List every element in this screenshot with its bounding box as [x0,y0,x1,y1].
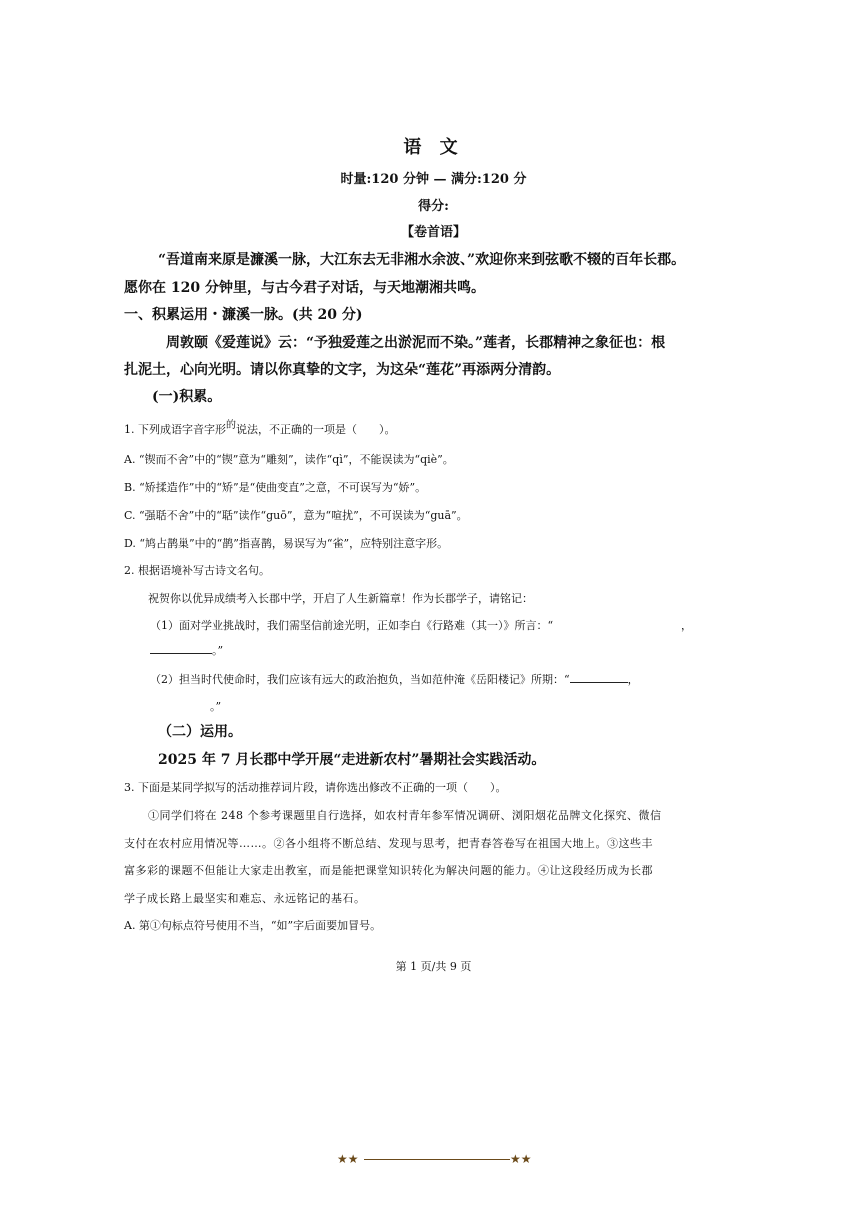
question-2-item-2-comma: ， [627,673,639,686]
question-2-item-2-text: （2）担当时代使命时，我们应该有远大的政治抱负，当如范仲淹《岳阳楼记》所期：“ [150,673,570,686]
footer-ornament [337,1152,537,1168]
section-1-heading: 一、积累运用・濂溪一脉。(共 20 分) [124,307,363,323]
question-1-option-d: D. “鸠占鹊巢”中的“鹊”指喜鹊，易误写为“雀”，应特别注意字形。 [124,537,449,550]
question-1-option-a: A. “锲而不舍”中的“锲”意为“雕刻”，读作“qì”，不能误读为“qiè”。 [124,453,454,466]
star-icon: ★★ [337,1152,359,1166]
activity-heading: 2025 年 7 月长郡中学开展“走进新农村”暑期社会实践活动。 [158,752,546,768]
question-3-stem: 3. 下面是某同学拟写的活动推荐词片段，请你选出修改不正确的一项（ ）。 [124,781,507,794]
question-2-item-2-end: 。” [210,700,222,713]
preface-label: 【卷首语】 [400,225,466,240]
page-title: 语 文 [403,137,464,158]
section-1-para-line-1: 周敦颐《爱莲说》云：“予独爱莲之出淤泥而不染。”莲者，长郡精神之象征也：根 [166,335,666,351]
intro-line-1: “吾道南来原是濂溪一脉，大江东去无非湘水余波、”欢迎你来到弦歌不辍的百年长郡。 [158,252,686,268]
question-3-option-a: A. 第①句标点符号使用不当，“如”字后面要加冒号。 [124,919,382,932]
question-2-context: 祝贺你以优异成绩考入长郡中学，开启了人生新篇章！作为长郡学子，请铭记： [148,592,533,605]
question-3-passage-line-4: 学子成长路上最坚实和难忘、永远铭记的基石。 [124,892,366,905]
question-1-stem-b: 说法，不正确的一项是（ ）。 [236,423,396,436]
question-1-stem [124,421,396,437]
question-2-item-1-comma: ， [681,619,692,632]
intro-line-2: 愿你在 120 分钟里，与古今君子对话，与天地潮湘共鸣。 [124,280,485,296]
answer-blank[interactable] [150,642,212,654]
question-1-stem-sup: 的 [226,420,236,431]
exam-time-score: 时量:120 分钟 — 满分:120 分 [340,172,527,187]
question-2-item-2 [150,671,639,687]
question-2-item-1-end: 。” [212,644,224,657]
answer-blank[interactable] [570,671,628,683]
star-icon: ★★ [510,1152,532,1166]
question-1-option-c: C. “强聒不舍”中的“聒”读作“guō”，意为“喧扰”，不可误读为“guā”。 [124,509,468,522]
subsection-accumulation: (一)积累。 [152,389,222,405]
page-number: 第 1 页/共 9 页 [395,960,472,973]
question-3-passage-line-2: 支付在农村应用情况等……。②各小组将不断总结、发现与思考，把青春答卷写在祖国大地上。③这些丰 [124,837,653,850]
question-1-stem-a: 1. 下列成语字音字形 [124,423,226,436]
section-1-para-line-2: 扎泥土，心向光明。请以你真挚的文字，为这朵“莲花”再添两分清韵。 [124,362,561,378]
score-label: 得分: [418,199,449,214]
question-3-passage-line-1: ①同学们将在 248 个参考课题里自行选择，如农村青年参军情况调研、浏阳烟花品牌文化探究、微信 [148,809,662,822]
question-2-stem: 2. 根据语境补写古诗文名句。 [124,564,270,577]
ornament-divider [364,1159,510,1160]
question-2-item-1: （1）面对学业挑战时，我们需坚信前途光明，正如李白《行路难（其一）》所言：“ [150,619,554,632]
question-1-option-b: B. “矫揉造作”中的“矫”是“使曲变直”之意，不可误写为“娇”。 [124,481,427,494]
subsection-application: （二）运用。 [158,724,242,740]
question-2-item-1-line-2 [150,642,223,658]
question-3-passage-line-3: 富多彩的课题不但能让大家走出教室，而是能把课堂知识转化为解决问题的能力。④让这段经历成为长郡 [124,864,653,877]
